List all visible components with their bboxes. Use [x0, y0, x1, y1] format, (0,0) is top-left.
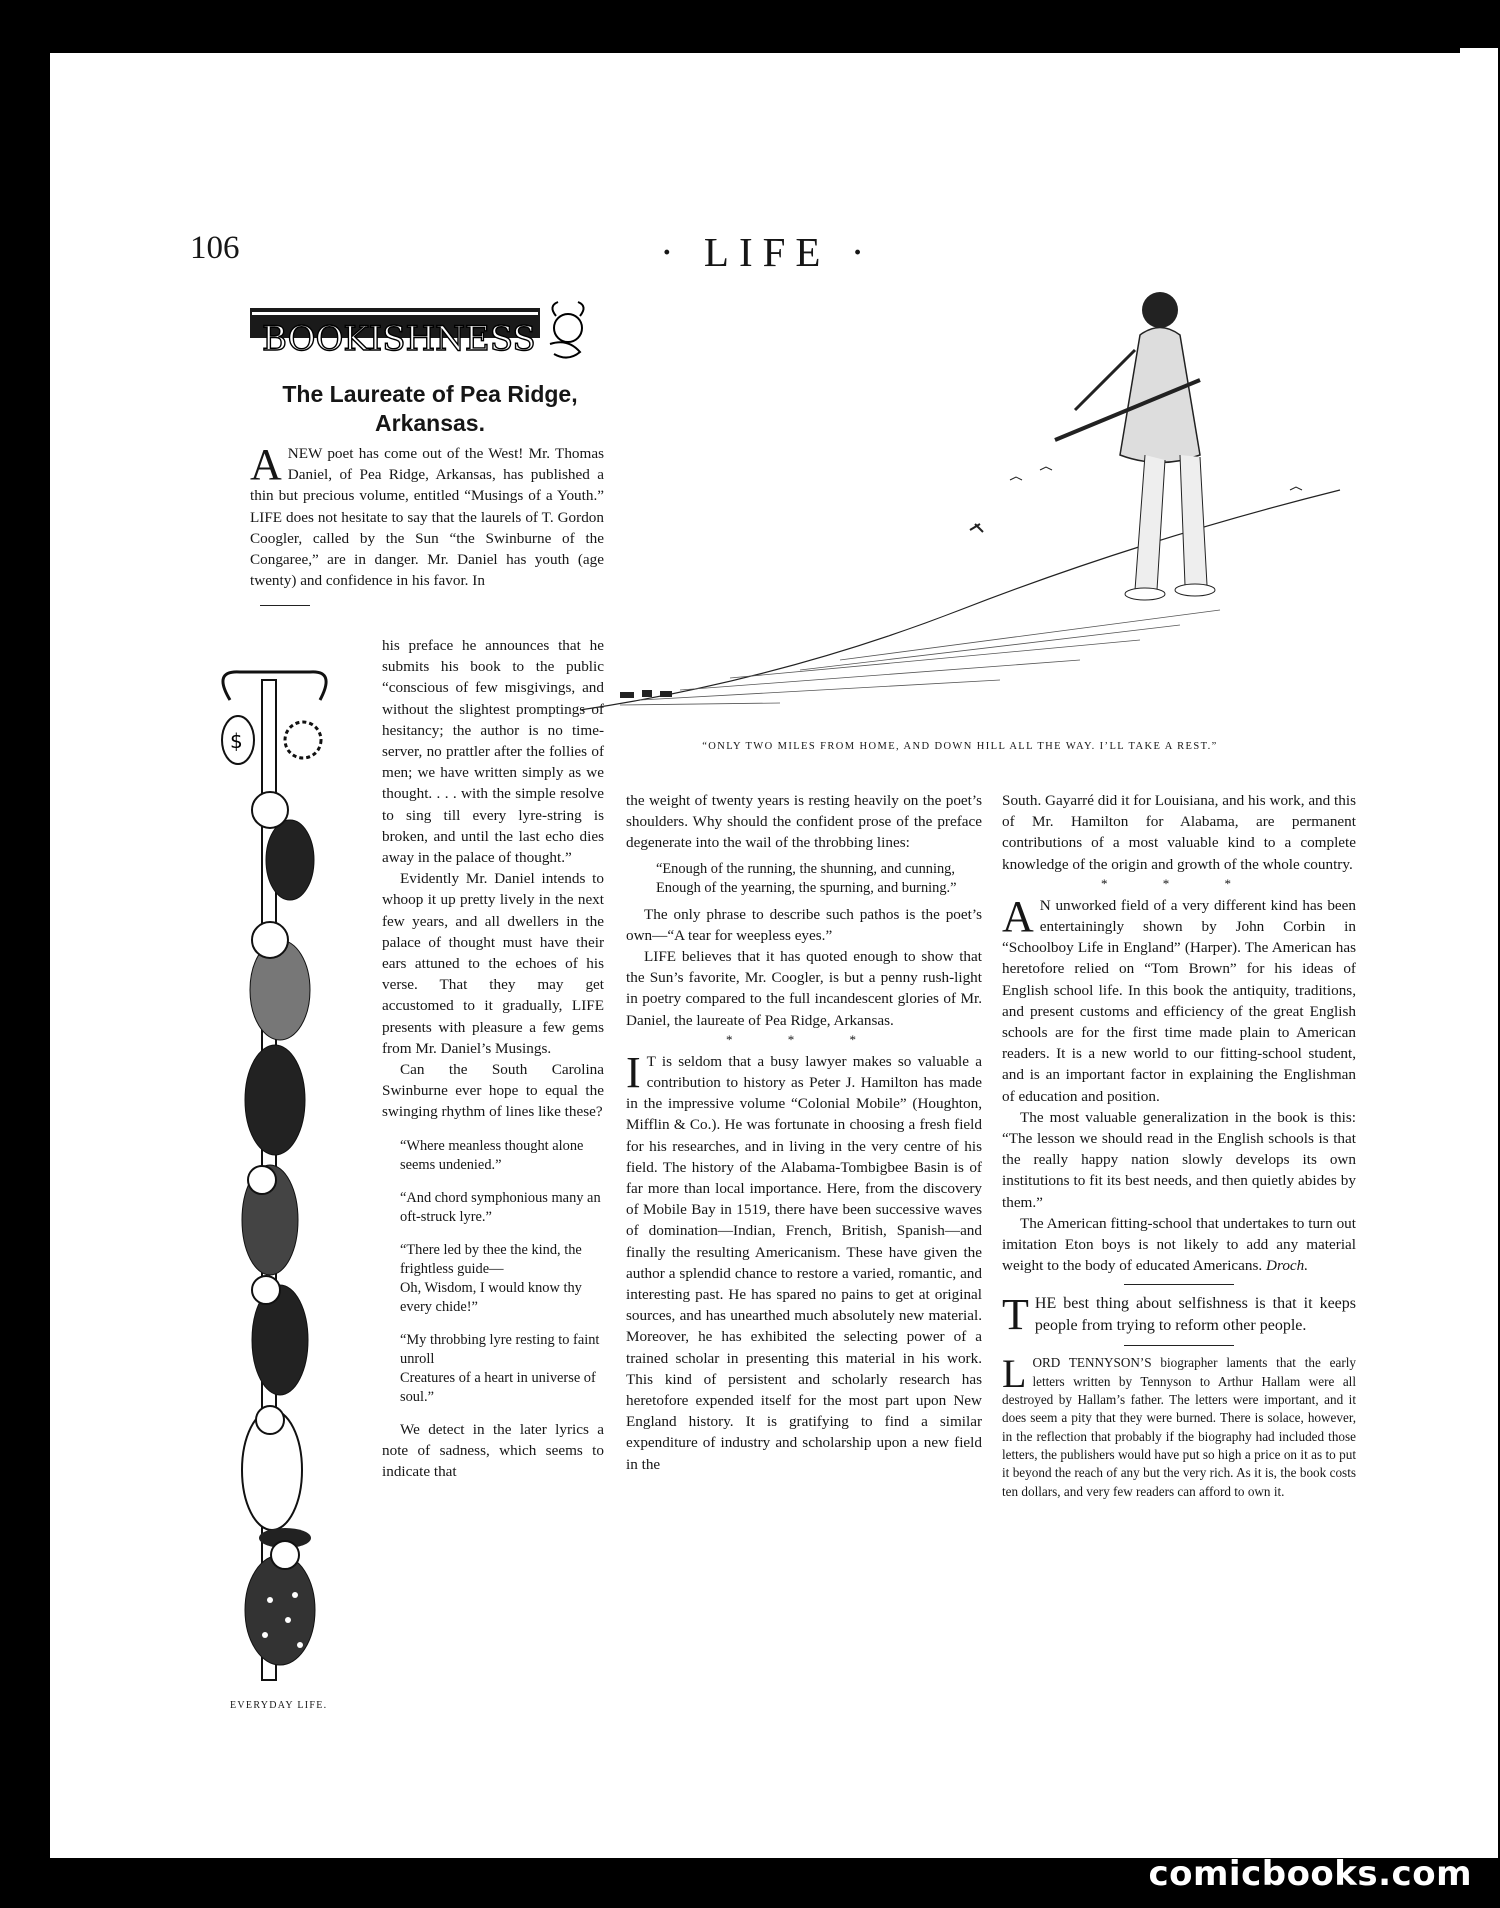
paragraph: the weight of twenty years is resting heavily on the poet’s shoulders. Why should the confident prose of the preface degenerate into the wail of the throbbing lines:	[626, 792, 982, 852]
hunter-on-hill-illustration	[580, 280, 1350, 730]
section-stars: * * *	[1101, 875, 1257, 891]
drop-cap-a: A	[250, 440, 282, 489]
banner-lettering: BOOKISHNESS	[262, 319, 536, 359]
paragraph: his preface he announces that he submits his book to the public “conscious of few misgivings, and without the slightest promptings of hesitancy; the author is no time-server, no prattler after the follies of men; we have written simply as we thought. . . . with the simple resolve to sing till every lyre-string is broken, and until the last echo dies away in the palace of thought.”	[382, 637, 604, 867]
verse-line: “My throbbing lyre resting to faint unroll	[400, 1331, 600, 1367]
drop-cap-i: I	[626, 1047, 641, 1097]
paragraph: ORD TENNYSON’S biographer laments that the early letters written by Tennyson to Arthur Hallam were all destroyed by Hallam’s father. The letters were important, and it does seem a pity that they were burned. There is solace, however, in the reflection that probably if the biography had included those letters, the publishers would have put so high a price on it as to put it beyond the reach of any but the very rich. As it is, the book costs ten dollars, and very few readers can afford to own it.	[1002, 1355, 1356, 1499]
headline-line-2: Arkansas.	[375, 410, 485, 436]
adjacent-page-edge	[1460, 48, 1498, 1858]
column-3	[626, 790, 982, 1475]
verse-line: Enough of the yearning, the spurning, and burning.”	[656, 879, 957, 896]
masthead-title: · LIFE ·	[660, 229, 875, 275]
column-1-top	[250, 440, 604, 606]
paragraph: South. Gayarré did it for Louisiana, and his work, and this of Mr. Hamilton for Alabama, are permanent contributions of a most valuable kind to a complete knowledge of the origin and growth of the whole country.	[1002, 792, 1356, 873]
verse-quote: “Where meanless thought alone seems undenied.”	[400, 1137, 584, 1173]
column-4	[1002, 790, 1356, 1501]
paragraph: The only phrase to describe such pathos is the poet’s own—“A tear for weepless eyes.”	[626, 905, 982, 944]
verse-quote: “And chord symphonious many an oft-struck lyre.”	[400, 1189, 601, 1225]
paragraph-text: The American fitting-school that undertakes to turn out imitation Eton boys is not likely to add any material weight to the body of educated Americans.	[1002, 1214, 1356, 1275]
verse-quote	[382, 1331, 604, 1407]
divider	[1124, 1345, 1234, 1346]
column-2	[382, 635, 604, 1482]
section-stars: * * *	[726, 1031, 882, 1047]
paragraph: NEW poet has come out of the West! Mr. Thomas Daniel, of Pea Ridge, Arkansas, has published a thin but precious volume, entitled “Musings of a Youth.” LIFE does not hesitate to say that the laurels of T. Gordon Coogler, called by the Sun “the Swinburne of the Congaree,” are in danger. Mr. Daniel has youth (age twenty) and confidence in his favor. In	[250, 445, 604, 590]
paragraph: Can the South Carolina Swinburne ever hope to equal the swinging rhythm of lines like these?	[382, 1061, 604, 1121]
headline-line-1: The Laureate of Pea Ridge,	[282, 381, 578, 407]
paragraph: T is seldom that a busy lawyer makes so valuable a contribution to history as Peter J. Hamilton has made in the impressive volume “Colonial Mobile” (Houghton, Mifflin & Co.). He was fortunate in choosing a fresh field for his researches, and in living in the very centre of his field. The history of the Alabama-Tombigbee Basin is of far more than local importance. Here, from the discovery of Mobile Bay in 1519, there have been successive waves of domination—Indian, French, British, Spanish—and finally the resulting Americanism. These have given the author a splendid chance to restore a varied, romantic, and interesting past. He has spared no pains to get at original sources, and has unearthed much absolutely new material. Moreover, he has exhibited the selecting power of a trained scholar in presenting this material in his work. This kind of persistent and scholarly research has heretofore expended itself for the most part upon New England history. It is gratifying to find a similar expenditure of industry and scholarship upon a new field in the	[626, 1052, 982, 1473]
main-illustration-caption: “ONLY TWO MILES FROM HOME, AND DOWN HILL ALL THE WAY. I’LL TAKE A REST.”	[702, 741, 1218, 752]
article-headline	[230, 380, 630, 438]
verse-line: “There led by thee the kind, the frightless guide—	[400, 1241, 582, 1277]
author-signature: Droch.	[1266, 1257, 1309, 1275]
drop-cap-a: A	[1002, 891, 1034, 941]
verse-quote	[626, 860, 982, 898]
verse-line: “Enough of the running, the shunning, and cunning,	[656, 860, 955, 877]
divider	[260, 605, 310, 606]
page-number: 106	[190, 230, 240, 266]
paragraph: HE best thing about selfishness is that it keeps people from trying to reform other people.	[1034, 1295, 1356, 1335]
verse-line: Creatures of a heart in universe of soul.”	[400, 1369, 596, 1405]
drop-cap-t: T	[1002, 1290, 1029, 1340]
paragraph	[1002, 1213, 1356, 1277]
paragraph: LIFE believes that it has quoted enough to show that the Sun’s favorite, Mr. Coogler, is but a penny rush-light in poetry compared to the full incandescent glories of Mr. Daniel, the laureate of Pea Ridge, Arkansas.	[626, 948, 982, 1029]
tennyson-note	[1002, 1351, 1356, 1500]
drop-cap-l: L	[1002, 1351, 1027, 1397]
watermark: comicbooks.com	[1148, 1854, 1472, 1894]
svg-text:$: $	[230, 729, 243, 753]
divider	[1124, 1284, 1234, 1285]
pole-climbers-illustration	[210, 660, 385, 1690]
verse-line: Oh, Wisdom, I would know thy every chide!”	[400, 1279, 582, 1315]
paragraph: N unworked field of a very different kind has been entertainingly shown by John Corbin in “Schoolboy Life in England” (Harper). The American has heretofore relied on “Tom Brown” for his ideas of English school life. In this book the antiquity, traditions, and present customs and efficiency of the great English schools are for the first time made plain to American readers. It is a new world to our fitting-school student, and is an important factor in explaining the Englishman of education and position.	[1002, 896, 1356, 1105]
paragraph: We detect in the later lyrics a note of sadness, which seems to indicate that	[382, 1420, 604, 1481]
verse-quote	[382, 1241, 604, 1317]
paragraph: The most valuable generalization in the book is this: “The lesson we should read in the English schools is that the really happy nation slowly develops its own institutions to fit its best needs, and then quietly abides by them.”	[1002, 1108, 1356, 1211]
paragraph: Evidently Mr. Daniel intends to whoop it up pretty lively in the next few years, and all dwellers in the palace of thought must have their ears attuned to the echoes of his verse. That they may get accustomed to it gradually, LIFE presents with pleasure a few gems from Mr. Daniel’s Musings.	[382, 870, 604, 1057]
illustration-caption-everyday-life: EVERYDAY LIFE.	[230, 1700, 328, 1711]
bookishness-banner	[250, 300, 600, 370]
